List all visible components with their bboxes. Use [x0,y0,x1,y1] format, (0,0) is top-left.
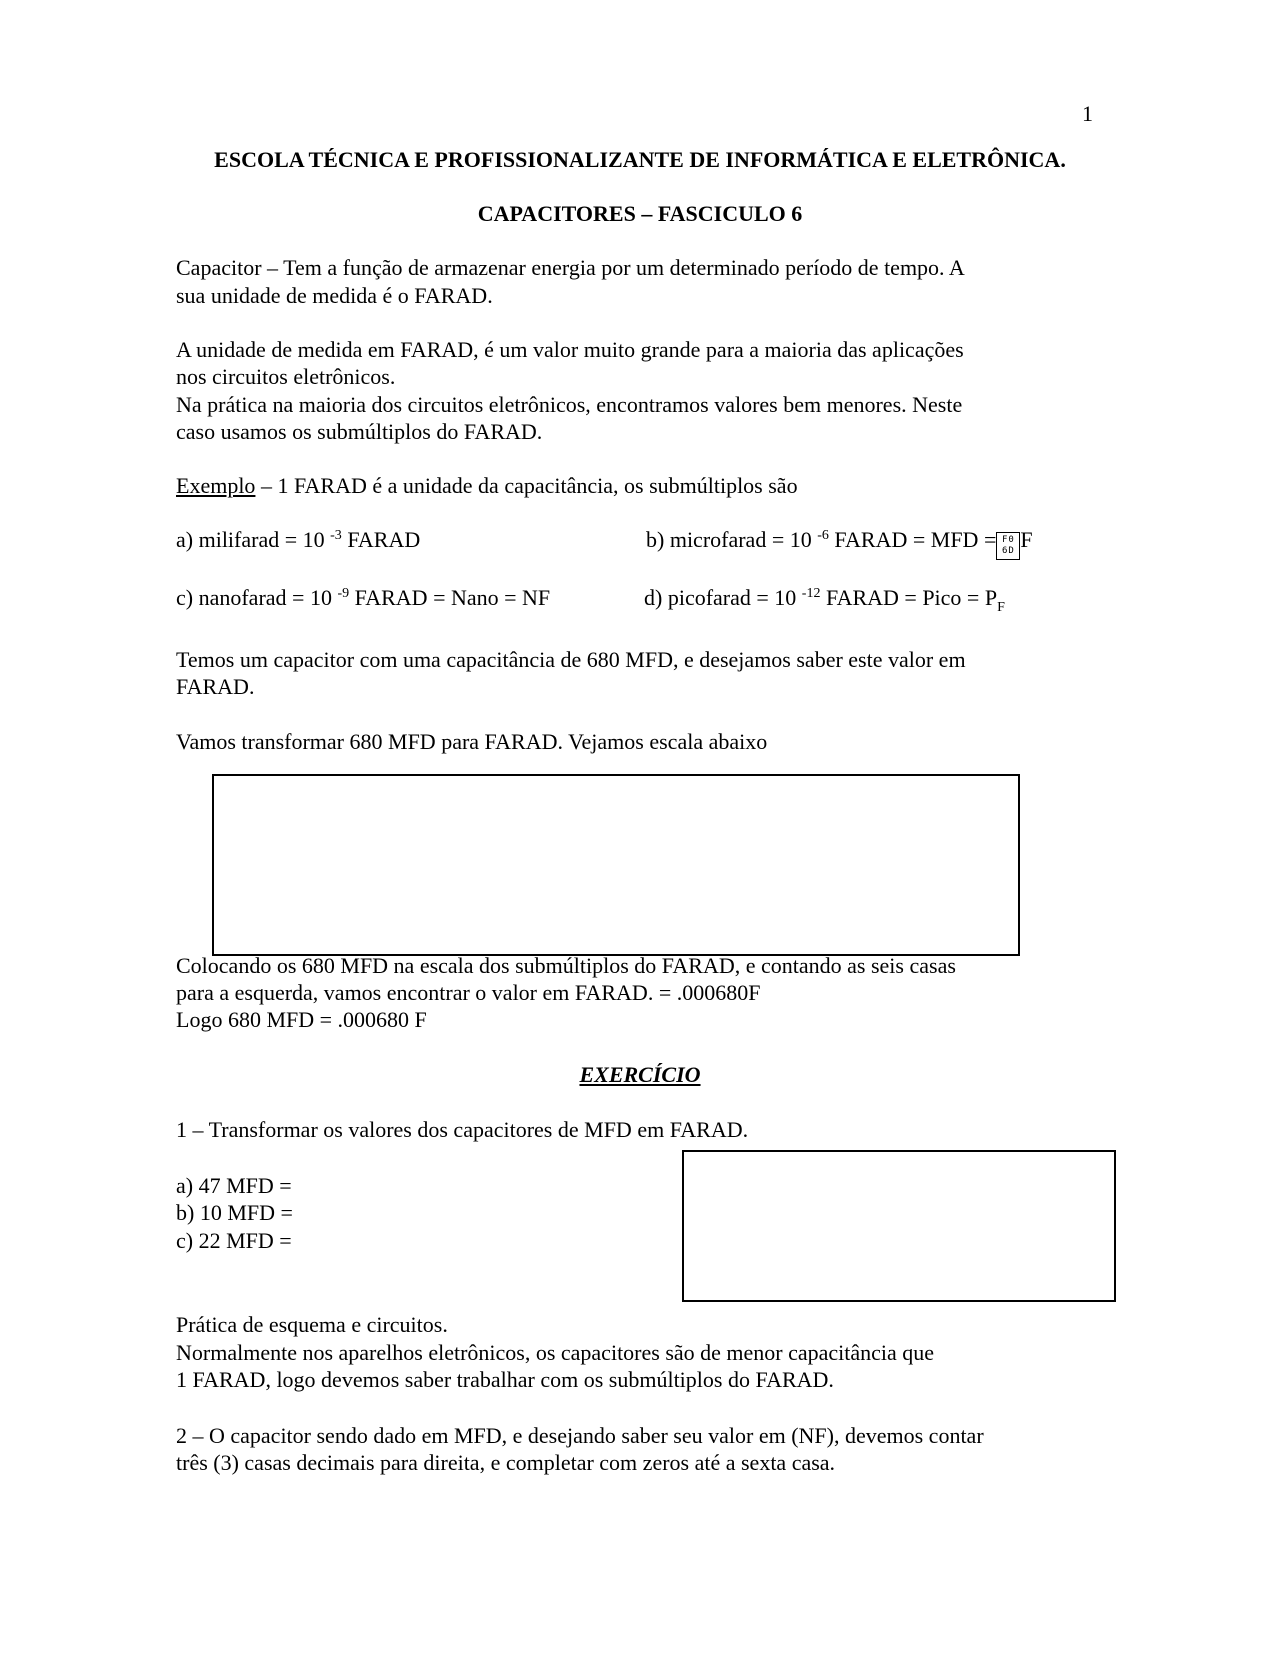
practice-line-1: Prática de esquema e circuitos. [176,1312,448,1337]
unit-nanofarad: c) nanofarad = 10 $^{-9}$ FARAD = Nano = NF [176,585,551,610]
missing-glyph-box: F0 6D [996,532,1020,560]
para5-line-2: para a esquerda, vamos encontrar o valor em FARAD. = .000680F [176,980,761,1005]
page-number: 1 [1082,101,1093,126]
example-text: – 1 FARAD é a unidade da capacitância, os submúltiplos são [255,473,798,498]
unit-microfarad-exponent: -6 [817,528,829,543]
exercise-figure-box [682,1150,1116,1302]
para5-line-3: Logo 680 MFD = .000680 F [176,1007,427,1032]
scale-figure-box [212,774,1020,956]
unit-nanofarad-exponent: -9 [337,586,350,601]
q2-line-1: 2 – O capacitor sendo dado em MFD, e desejando saber seu valor em (NF), devemos contar [176,1423,984,1448]
practice-line-3: 1 FARAD, logo devemos saber trabalhar com os submúltiplos do FARAD. [176,1367,834,1392]
para3-line-2: FARAD. [176,674,255,699]
para2-line-2: nos circuitos eletrônicos. [176,364,396,389]
unit-milifarad: a) milifarad = 10 $^{-3}$ FARAD [176,527,421,552]
exercise-heading: EXERCÍCIO [579,1062,701,1087]
para2-line-3: Na prática na maioria dos circuitos eletrônicos, encontramos valores bem menores. Neste [176,392,963,417]
unit-picofarad-subscript: F [997,600,1005,615]
intro-line-1: Capacitor – Tem a função de armazenar energia por um determinado período de tempo. A [176,255,965,280]
unit-picofarad: d) picofarad = 10 $^{-12}$ FARAD = Pico = $P_F$ [644,585,1005,615]
practice-line-2: Normalmente nos aparelhos eletrônicos, os capacitores são de menor capacitância que [176,1340,935,1365]
example-line [176,472,798,499]
page-title: CAPACITORES – FASCICULO 6 [477,201,803,226]
exercise-item-c: c) 22 MFD = [176,1228,292,1253]
exercise-item-a: a) 47 MFD = [176,1173,292,1198]
para3-line-1: Temos um capacitor com uma capacitância de 680 MFD, e desejamos saber este valor em [176,647,966,672]
unit-microfarad: b) microfarad = 10 $^{-6}$ FARAD = MFD = F0 6D F [646,526,1033,560]
unit-picofarad-exponent: -12 [801,586,821,601]
para2-line-1: A unidade de medida em FARAD, é um valor muito grande para a maioria das aplicações [176,337,964,362]
para4: Vamos transformar 680 MFD para FARAD. Vejamos escala abaixo [176,729,768,754]
para5-line-1: Colocando os 680 MFD na escala dos submúltiplos do FARAD, e contando as seis casas [176,953,956,978]
unit-milifarad-exponent: -3 [330,528,342,543]
exercise-item-b: b) 10 MFD = [176,1200,293,1225]
q2-line-2: três (3) casas decimais para direita, e completar com zeros até a sexta casa. [176,1450,836,1475]
para2-line-4: caso usamos os submúltiplos do FARAD. [176,419,543,444]
intro-line-2: sua unidade de medida é o FARAD. [176,283,493,308]
example-label: Exemplo [176,473,256,498]
school-heading: ESCOLA TÉCNICA E PROFISSIONALIZANTE DE INFORMÁTICA E ELETRÔNICA. [214,147,1066,172]
exercise-question-1: 1 – Transformar os valores dos capacitores de MFD em FARAD. [176,1117,749,1142]
